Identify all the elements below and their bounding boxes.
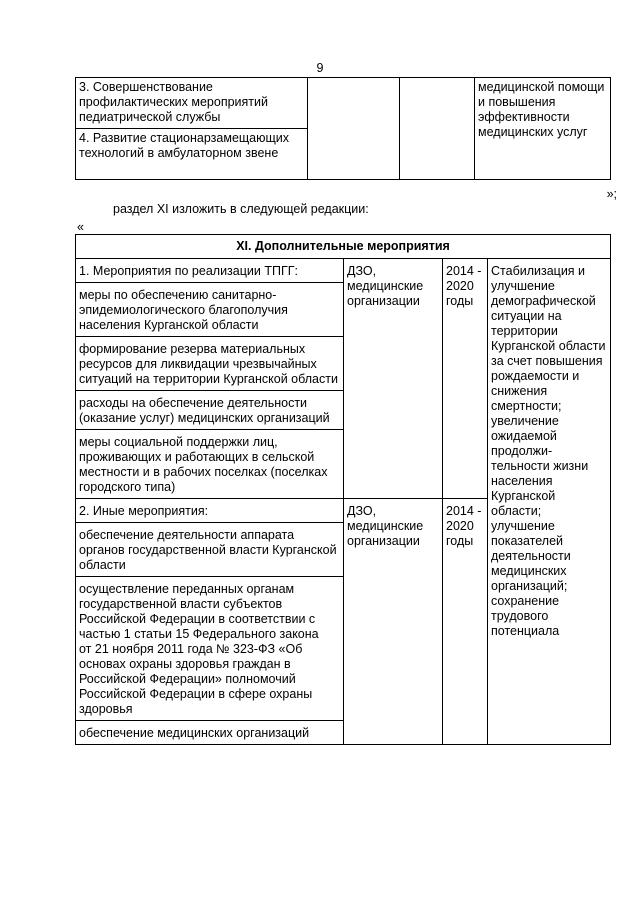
measure-row: 4. Развитие стационарзамещающих технологий в амбулаторном звене: [76, 129, 308, 180]
measure-item: осуществление переданных органам государственной власти субъектов Российской Федерации в соответствии с частью 1 статьи 15 Федерального закона от 21 ноября 2011 года № 323-ФЗ «Об основах охраны здоровья граждан в Российской Федерации» полномочий Российской Федерации в сфере охраны здоровья: [76, 577, 344, 721]
section-title: XI. Дополнительные мероприятия: [76, 235, 611, 259]
expected-result-cell: Стабилизация и улучшение демографической ситуации на территории Курганской области за счет повышения рождаемости и снижения смертности; увеличение ожидаемой продолжи-тельности жизни населения Курганской области; улучшение показателей деятельности медицинских организаций; сохранение трудового потенциала: [488, 259, 611, 745]
closing-quote: »;: [606, 187, 617, 201]
measure-item: расходы на обеспечение деятельности (оказание услуг) медицинских организаций: [76, 391, 344, 430]
measure-row: 3. Совершенствование профилактических мероприятий педиатрической службы: [76, 78, 308, 129]
result-cell: медицинской помощи и повышения эффективности медицинских услуг: [475, 78, 611, 180]
period-cell: [400, 78, 475, 180]
measure-item: обеспечение деятельности аппарата органов государственной власти Курганской области: [76, 523, 344, 577]
group-heading: 2. Иные мероприятия:: [76, 499, 344, 523]
measure-item: меры по обеспечению санитарно-эпидемиологического благополучия населения Курганской области: [76, 283, 344, 337]
opening-quote: «: [77, 220, 84, 234]
executor-cell: [308, 78, 400, 180]
previous-section-table-fragment: [75, 77, 611, 180]
measure-item: меры социальной поддержки лиц, проживающих и работающих в сельской местности и в рабочих поселках (поселках городского типа): [76, 430, 344, 499]
group-heading: 1. Мероприятия по реализации ТПГГ:: [76, 259, 344, 283]
executor-cell: ДЗО, медицинские организации: [344, 259, 443, 499]
page-number: 9: [316, 61, 324, 75]
amendment-instruction: раздел XI изложить в следующей редакции:: [113, 202, 369, 216]
period-cell: 2014 - 2020 годы: [443, 259, 488, 499]
additional-measures-table: [75, 234, 611, 745]
measure-item: формирование резерва материальных ресурсов для ликвидации чрезвычайных ситуаций на территории Курганской области: [76, 337, 344, 391]
period-cell: 2014 - 2020 годы: [443, 499, 488, 745]
executor-cell: ДЗО, медицинские организации: [344, 499, 443, 745]
measure-item: обеспечение медицинских организаций: [76, 721, 344, 745]
